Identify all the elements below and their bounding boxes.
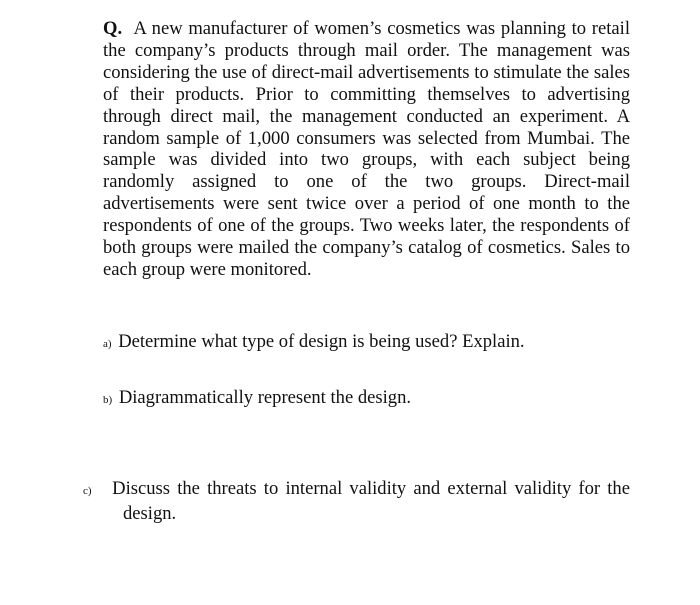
part-a-marker: a) [103,338,112,350]
part-b-text: Diagrammatically represent the design. [118,387,412,408]
part-a-text: Determine what type of design is being used? Explain. [118,331,525,352]
part-c: c) Discuss the threats to internal validity and external validity for the design. [83,478,630,524]
question-text: A new manufacturer of women’s cosmetics was planning to retail the company’s products through mail order. The management was considering the use of direct-mail advertisements to stimulate the sales of their products. Prior to committing themselves to advertising through direct mail, the management conducted an experiment. A random sample of 1,000 consumers was selected from Mumbai. The sample was divided into two groups, with each subject being randomly assigned to one of the two groups. Direct-mail advertisements were sent twice over a period of one month to the respondents of one of the groups. Two weeks later, the respondents of both groups were mailed the company’s catalog of cosmetics. Sales to each group were monitored. [103,18,630,280]
part-a [103,331,630,356]
part-b-marker: b) [103,394,113,406]
part-c-text: Discuss the threats to internal validity and external validity for the design. [112,478,630,524]
question-label: Q. [103,18,123,39]
part-b [103,387,630,412]
question-paragraph [103,18,630,281]
